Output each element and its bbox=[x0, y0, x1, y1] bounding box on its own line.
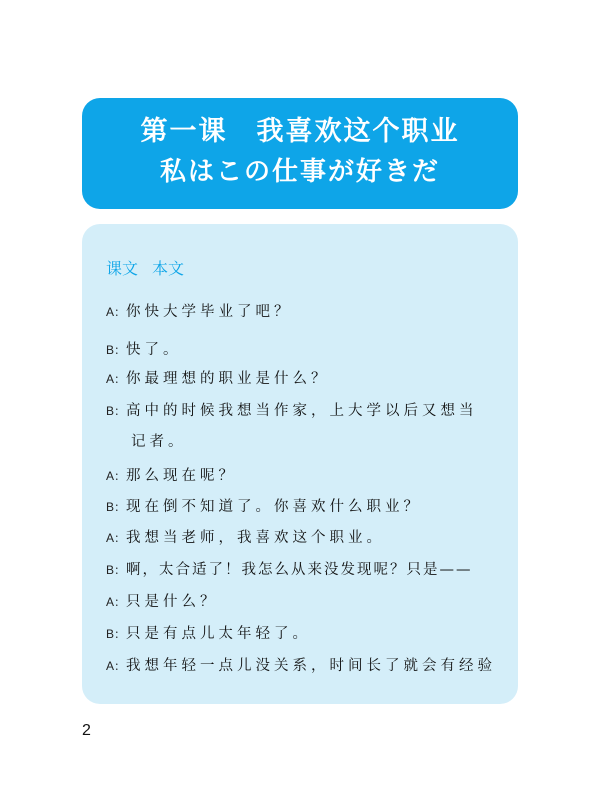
lesson-title-japanese: 私はこの仕事が好きだ bbox=[159, 157, 440, 187]
dialogue-line bbox=[106, 300, 293, 324]
speaker-label: B： bbox=[106, 404, 127, 418]
dialogue-text: 只是有点儿太年轻了。 bbox=[126, 626, 312, 642]
dialogue-continuation: 记者。 bbox=[131, 434, 187, 450]
dialogue-text: 我想当老师，我喜欢这个职业。 bbox=[126, 530, 386, 546]
dialogue-line bbox=[106, 526, 385, 550]
lesson-title-chinese: 第一课 我喜欢这个职业 bbox=[140, 116, 460, 147]
dialogue-line bbox=[106, 464, 237, 488]
dialogue-text: 高中的时候我想当作家，上大学以后又想当 bbox=[126, 403, 478, 419]
dialogue-text: 你快大学毕业了吧？ bbox=[126, 304, 293, 320]
speaker-label: B： bbox=[106, 563, 127, 577]
speaker-label: A： bbox=[106, 469, 127, 483]
dialogue-text: 现在倒不知道了。你喜欢什么职业？ bbox=[126, 499, 423, 515]
page-number: 2 bbox=[82, 722, 91, 739]
text-section-heading bbox=[106, 258, 184, 280]
speaker-label: B： bbox=[106, 343, 127, 357]
speaker-label: A： bbox=[106, 531, 127, 545]
dialogue-line bbox=[106, 558, 473, 582]
dialogue-line bbox=[106, 590, 219, 614]
speaker-label: A： bbox=[106, 305, 127, 319]
speaker-label: B： bbox=[106, 500, 127, 514]
dialogue-line bbox=[106, 338, 182, 362]
dialogue-line bbox=[106, 622, 311, 646]
dialogue-text: 啊，太合适了！我怎么从来没发现呢？只是—— bbox=[126, 562, 473, 578]
speaker-label: A： bbox=[106, 372, 127, 386]
text-heading-japanese: 本文 bbox=[152, 259, 185, 278]
dialogue-text: 我想年轻一点儿没关系，时间长了就会有经验 bbox=[126, 658, 497, 674]
dialogue-text: 你最理想的职业是什么？ bbox=[126, 371, 330, 387]
speaker-label: A： bbox=[106, 595, 127, 609]
text-heading-chinese: 课文 bbox=[106, 259, 139, 278]
dialogue-text: 只是什么？ bbox=[126, 594, 219, 610]
dialogue-text: 那么现在呢？ bbox=[126, 468, 238, 484]
dialogue-line bbox=[106, 399, 478, 423]
lesson-text-panel bbox=[82, 224, 518, 704]
dialogue-line bbox=[106, 495, 422, 519]
speaker-label: B： bbox=[106, 627, 127, 641]
speaker-label: A： bbox=[106, 659, 127, 673]
dialogue-line bbox=[106, 367, 330, 391]
dialogue-line bbox=[106, 654, 496, 678]
lesson-title-banner bbox=[82, 98, 518, 209]
dialogue-text: 快了。 bbox=[126, 342, 182, 358]
